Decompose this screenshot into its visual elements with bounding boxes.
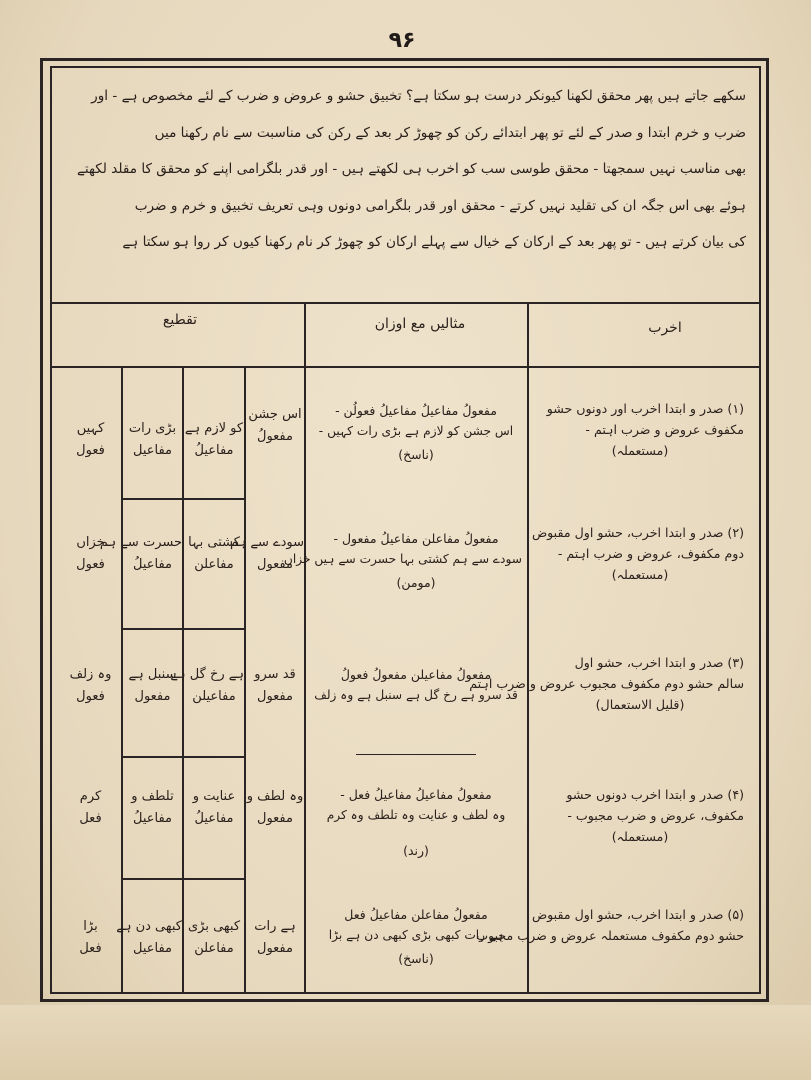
scan-word: اس جشن bbox=[248, 407, 302, 422]
scan-foot: فعل bbox=[79, 941, 102, 956]
scan-foot: مفعول bbox=[134, 689, 171, 704]
scan-word: تلطف و bbox=[131, 789, 174, 804]
scan-foot: مفعول bbox=[257, 557, 293, 572]
scan-segment bbox=[246, 404, 304, 448]
scan-word: کو لازم ہے bbox=[184, 421, 244, 436]
metre-line: حشو دوم مکفوف مستعملہ عروض و ضرب مجبوب bbox=[476, 928, 744, 943]
scan-row-rule bbox=[121, 756, 244, 758]
scan-foot: مفاعیل bbox=[132, 443, 173, 458]
metre-pattern: مفعولُ مفاعیلُ مفاعیلُ فعولُن - bbox=[335, 403, 497, 418]
scan-segment bbox=[60, 916, 121, 960]
scan-word: کبھی دن ہے bbox=[116, 919, 182, 934]
scan-foot: مفاعیلُ bbox=[194, 811, 234, 826]
scan-word: کبھی بڑی bbox=[187, 919, 241, 934]
metre-line: مکفوف عروض و ضرب اہتم - bbox=[585, 422, 744, 437]
scan-segment bbox=[246, 916, 304, 960]
scan-foot: مفعول bbox=[257, 941, 293, 956]
scan-word: حسرت سے ہم bbox=[99, 535, 182, 550]
metre-line: (۴) صدر و ابتدا اخرب دونوں حشو bbox=[566, 787, 744, 802]
scan-word: بڑا bbox=[83, 919, 98, 934]
verse: ہے رات کبھی بڑی کبھی دن ہے بڑا bbox=[328, 928, 504, 942]
metre-pattern: مفعولُ مفاعلن مفاعیلُ فعل bbox=[344, 907, 488, 922]
scan-word: وہ زلف bbox=[69, 667, 112, 682]
scan-foot: مفاعیلُ bbox=[132, 557, 173, 572]
scan-word: عنایت و bbox=[192, 789, 236, 804]
scan-segment bbox=[229, 532, 304, 576]
prose-line: کی بیان کرتے ہیں - تو پھر بعد کے ارکان کے خیال سے پہلے ارکان کو چھوڑ کر نام رکھنا کیوں کر روا ہو سکتا ہے bbox=[122, 234, 746, 250]
scan-segment bbox=[60, 786, 121, 830]
poet-name: (ناسخ) bbox=[398, 447, 434, 462]
header-scansion: تقطیع bbox=[162, 312, 198, 328]
scan-word: بڑی رات bbox=[128, 421, 177, 436]
metre-line: سالم حشو دوم مکفوف مجبوب عروض و ضرب اہتم bbox=[469, 676, 744, 691]
metre-description bbox=[469, 652, 750, 715]
scan-segment bbox=[60, 418, 121, 462]
example-entry bbox=[306, 904, 526, 969]
metre-description bbox=[530, 784, 750, 847]
scan-segment bbox=[246, 664, 304, 708]
scan-foot: فعول bbox=[76, 443, 105, 458]
metre-pattern: مفعولُ مفاعیلُ مفاعیلُ فعل - bbox=[340, 787, 492, 802]
scan-word: سودے سے ہم bbox=[229, 535, 304, 550]
scan-segment bbox=[246, 786, 304, 830]
example-separator bbox=[356, 754, 476, 755]
example-entry bbox=[306, 784, 526, 861]
scan-word: کرم bbox=[79, 789, 102, 804]
scan-foot: مفاعلن bbox=[194, 941, 234, 956]
scan-foot: مفاعیلُ bbox=[194, 443, 234, 458]
verse: سودے سے ہم کشتی بہا حسرت سے ہیں خزاں bbox=[283, 552, 522, 566]
header-metre: اخرب bbox=[648, 320, 682, 336]
scan-segment bbox=[184, 418, 244, 462]
metre-line: (مستعملہ) bbox=[611, 829, 669, 844]
table-top-rule bbox=[52, 302, 759, 304]
scan-segment bbox=[123, 664, 182, 708]
poet-name: (مومن) bbox=[396, 575, 436, 590]
page-number: ۹۶ bbox=[388, 28, 416, 53]
metre-description bbox=[530, 398, 750, 461]
scan-segment bbox=[123, 418, 182, 462]
scan-word: کہیں bbox=[76, 421, 105, 436]
scan-foot: مفعولُ bbox=[257, 429, 293, 444]
prose-line: ضرب و خرم ابتدا و صدر کے لئے تو پھر ابتدائے رکن کو چھوڑ کر بعد کے رکن کی مناسبت سے نام رکھنا میں bbox=[154, 124, 746, 141]
scan-word: سنبل ہے bbox=[128, 667, 177, 682]
metre-line: (۱) صدر و ابتدا اخرب اور دونوں حشو bbox=[546, 401, 744, 416]
page-bottom-margin bbox=[0, 1005, 811, 1080]
scan-segment bbox=[184, 916, 244, 960]
metre-line: (مستعملہ) bbox=[611, 443, 669, 458]
metre-line: (مستعملہ) bbox=[611, 567, 669, 582]
prose-line: ہوئے بھی اس جگہ ان کی تقلید نہیں کرتے - محقق اور قدر بلگرامی دونوں وہی تعریف تخبیق و خرم و ضرب bbox=[134, 197, 746, 214]
table-header-rule bbox=[52, 366, 759, 368]
metre-line: دوم مکفوف، عروض و ضرب اہتم - bbox=[557, 546, 744, 561]
verse: وہ لطف و عنایت وہ تلطف وہ کرم bbox=[326, 808, 506, 822]
scan-row-rule bbox=[121, 878, 244, 880]
prose-line: بھی مناسب نہیں سمجھتا - محقق طوسی سب کو اخرب ہی لکھتے ہیں - اور قدر بلگرامی اپنے کو محقق کا مقلد لکھتے bbox=[76, 161, 746, 177]
scan-segment bbox=[60, 664, 121, 708]
prose-line: سکھے جاتے ہیں پھر محقق لکھنا کیونکر درست ہو سکتا ہے؟ تخبیق حشو و عروض و ضرب کے لئے مخصوص ہے - اور bbox=[91, 88, 746, 104]
metre-line: (قلیل الاستعمال) bbox=[595, 697, 685, 712]
verse: قد سرو ہے رخ گل ہے سنبل ہے وہ زلف bbox=[314, 688, 518, 702]
metre-line: (۵) صدر و ابتدا اخرب، حشو اول مقبوض bbox=[531, 907, 744, 922]
scan-foot: مفعول bbox=[257, 689, 293, 704]
poet-name: (ناسخ) bbox=[398, 951, 434, 966]
example-entry bbox=[306, 664, 526, 706]
scan-segment bbox=[123, 786, 182, 830]
prose-block bbox=[58, 78, 752, 261]
metre-line: مکفوف، عروض و ضرب مجبوب - bbox=[567, 808, 744, 823]
metre-description bbox=[476, 904, 750, 946]
scan-foot: مفاعیل bbox=[132, 941, 173, 956]
scan-word: ہے رات bbox=[254, 919, 296, 934]
scan-row-rule bbox=[121, 498, 244, 500]
scan-foot: فعل bbox=[79, 811, 102, 826]
example-entry bbox=[306, 400, 526, 465]
scan-segment bbox=[60, 532, 121, 576]
scan-word: ہے رخ گل ہے bbox=[170, 667, 244, 682]
scan-foot: فعول bbox=[76, 557, 105, 572]
verse: اس جشن کو لازم ہے بڑی رات کہیں - bbox=[318, 424, 514, 438]
example-entry bbox=[283, 528, 526, 593]
scan-foot: مفاعیلُ bbox=[132, 811, 173, 826]
metre-pattern: مفعولُ مفاعلن مفاعیلُ مفعول - bbox=[333, 531, 499, 546]
scan-segment bbox=[184, 532, 244, 576]
scan-foot: مفاعیلن bbox=[192, 689, 236, 704]
metre-line: (۳) صدر و ابتدا اخرب، حشو اول bbox=[574, 655, 744, 670]
scan-word: قد سرو bbox=[254, 667, 296, 682]
metre-description bbox=[530, 522, 750, 585]
scan-segment bbox=[116, 916, 182, 960]
metre-pattern: مفعولُ مفاعیلن مفعولُ فعولُ bbox=[340, 667, 492, 682]
scan-word: وہ لطف و bbox=[246, 789, 304, 804]
scan-foot: فعول bbox=[76, 689, 105, 704]
column-divider-metre bbox=[527, 302, 529, 994]
scan-segment bbox=[170, 664, 244, 708]
scan-row-rule bbox=[121, 628, 244, 630]
poet-name: (رند) bbox=[403, 843, 429, 858]
scan-segment bbox=[99, 532, 182, 576]
scan-foot: مفعول bbox=[257, 811, 293, 826]
scan-foot: مفاعلن bbox=[194, 557, 234, 572]
scan-segment bbox=[184, 786, 244, 830]
metre-line: (۲) صدر و ابتدا اخرب، حشو اول مقبوض bbox=[531, 525, 744, 540]
scan-word: خزاں bbox=[76, 535, 105, 550]
scan-word: کشتی بہا bbox=[188, 535, 240, 550]
header-examples: مثالیں مع اوزان bbox=[374, 316, 466, 332]
